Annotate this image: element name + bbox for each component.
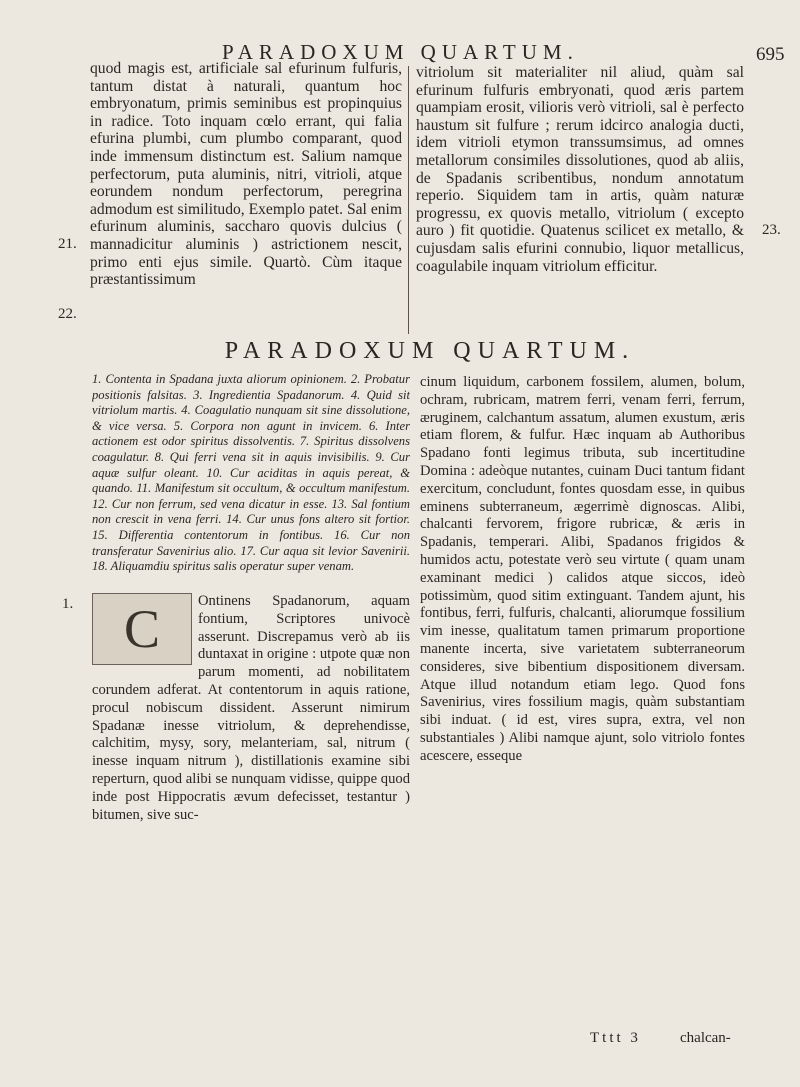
margin-number-1: 1. bbox=[62, 596, 74, 612]
top-right-column bbox=[416, 64, 744, 275]
bottom-left-paragraph: Ontinens Spadanorum, aquam fontium, Scriptores univocè asserunt. Discrepamus verò ab iis duntaxat in origine : utpote quæ non parum momenti, ad nobilitatem corundem adferat. At contentorum in aquis ratione, procul nobiscum dissident. Asserunt nimirum Spadanæ inesse vitriolum, & deprehendisse, calchitim, mysy, sory, melanteriam, sal, nitrum ( inesse inquam nitrum ), distillationis examine sibi reperturn, quod alibi se nunquam vidisse, quippe quod inde post Hippocratis ævum defecisset, testantur ) bitumen, sive suc- bbox=[92, 593, 410, 823]
catchword: chalcan- bbox=[680, 1030, 731, 1046]
top-right-paragraph: vitriolum sit materialiter nil aliud, quàm sal efurinum fulfuris embryonati, quod æris partem quampiam erosit, vilioris verò vitrioli, sal è perfecto haustum sit fulfure ; rerum idcirco analogia ducti, idem vitrioli etymon transsumsimus, ad omnes metallorum consimiles dissolutiones, quod ab aliis, de Spadanis scribentibus, nondum annotatum reperio. Siquidem tam in artis, quàm naturæ progressu, ex quovis metallo, vitriolum ( excepto auro ) fit quotidie. Quatenus scilicet ex metallo, & cujusdam salis efurini connubio, liquor metallicus, coagulabile inquam vitriolum efficitur. bbox=[416, 64, 744, 275]
margin-number-21: 21. bbox=[58, 236, 77, 252]
bottom-right-paragraph: cinum liquidum, carbonem fossilem, alumen, bolum, ochram, rubricam, matrem ferri, venam ferri, ferrum, æruginem, calchantum assatum, alumen exustum, æris etiam florem, & fulfur. Hæc inquam ab Authoribus Spadano fonti legimus tributa, sub incertitudine Domina : adeòque nutantes, cuinam Duci tantum fidant exercitum, concludunt, fontes quosdam esse, in quibus eminens subterraneum, ægerrimè dignoscas. Alibi, chalcanti fervorem, frigore rubricæ, & æris in Spadanis, temperari. Alibi, Spadanos frigidos & humidos actu, potestate verò seu virtute ( quam unam examinant medici ) calidos atque siccos, ideò potissimùm, quod sitim extinguant. Tandem ajunt, his fontibus, ferri, fulfuris, chalcanti, aliorumque fossilium vim inesse, qualitatum tamen primarum proportione manente incerta, sive varietatem subterraneorum consideres, sive bibentium dispositionem diversam. Atque illud notandum etiam lego. Quod fons Savenirius, vires fossilium magis, quàm substantiam sibi induat. ( id est, vires supra, extra, vel non substantiales ) Alibi namque ajunt, solo vitriolo fontes acescere, esseque bbox=[420, 374, 745, 764]
column-divider bbox=[408, 66, 409, 334]
bottom-right-column bbox=[420, 374, 745, 766]
section-heading: PARADOXUM QUARTUM. bbox=[224, 338, 636, 364]
signature-mark: Tttt 3 bbox=[590, 1030, 641, 1046]
bottom-left-column bbox=[92, 593, 410, 824]
top-left-column bbox=[90, 60, 402, 289]
summary-notes-text: 1. Contenta in Spadana juxta aliorum opinionem. 2. Probatur positionis falsitas. 3. Ingredientia Spadanorum. 4. Quid sit vitriolum martis. 4. Coagulatio nunquam sit sine dissolutione, & vice versa. 5. Corpora non agunt in invicem. 6. Inter actionem est odor spiritus dissolventis. 7. Spiritus dissolvens coagulatur. 8. Qui ferri vena sit in aquis invisibilis. 9. Cur aquæ sulfur oleant. 10. Cur aciditas in aquis pereat, & quando. 11. Manifestum sit occultum, & occultum manifestum. 12. Cur non ferrum, sed vena dicatur in esse. 13. Sal fontium non crescit in vena ferri. 14. Cur unus fons altero sit fortior. 15. Differentia contentorum in fontibus. 16. Cur non transferatur Savenirius alio. 17. Cur aqua sit levior Savenirii. 18. Aliquamdiu spiritus salis operatur super venam. bbox=[92, 372, 410, 574]
drop-cap-initial: C bbox=[92, 593, 192, 665]
summary-notes bbox=[92, 372, 410, 575]
margin-number-22: 22. bbox=[58, 306, 77, 322]
page-number: 695 bbox=[756, 44, 785, 65]
top-left-paragraph: quod magis est, artificiale sal efurinum fulfuris, tantum distat à naturali, quantum hoc embryonatum, primis seminibus est propinquius in radice. Toto inquam cœlo errant, qui falia efurina plumbi, cum plumbo comparant, quod inde immensum distinctum est. Salium namque perfectorum, puta aluminis, nitri, vitrioli, atque eorundem nondum perfectorum, peregrina admodum est similitudo, Exemplo patet. Sal enim efurinum aluminis, saccharo quovis dulcius ( mannadicitur aluminis ) astrictionem nescit, primo enti ejus simile. Quartò. Cùm itaque præstantissimum bbox=[90, 60, 402, 289]
margin-number-23: 23. bbox=[762, 222, 781, 238]
running-head-title: PARADOXUM QUARTUM. bbox=[222, 40, 579, 64]
